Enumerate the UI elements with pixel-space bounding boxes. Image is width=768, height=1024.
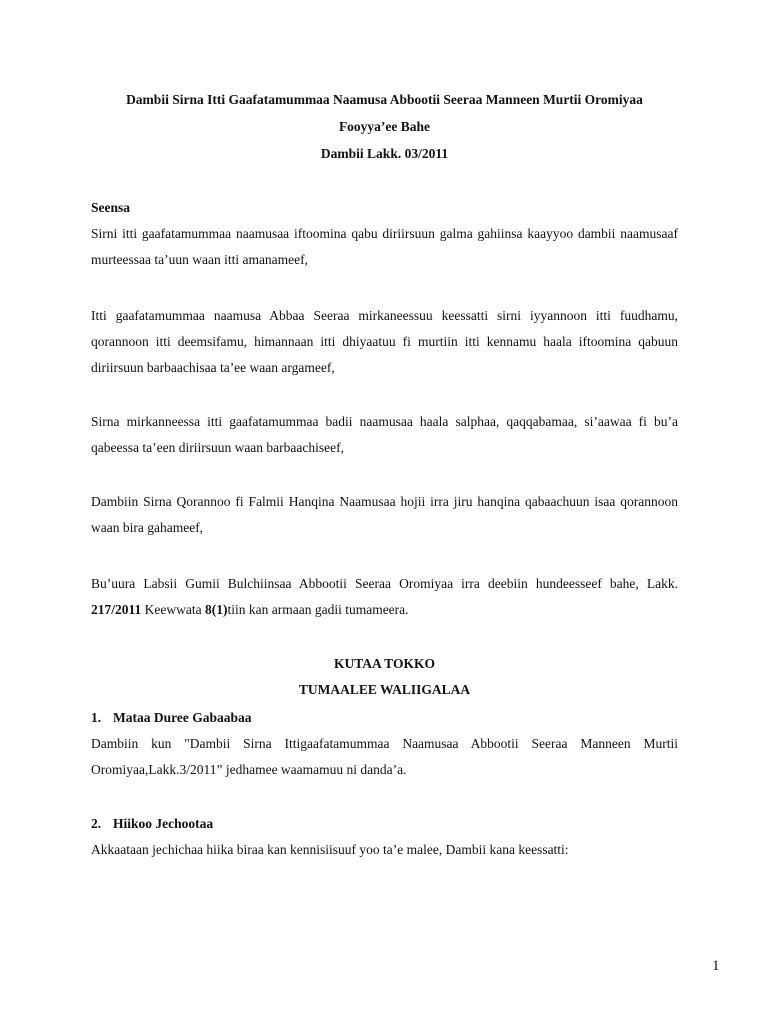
preamble-paragraph-3: Sirna mirkanneessa itti gaafatamummaa badii naamusaa haala salphaa, qaqqabamaa, si’aawaa fi bu’a qabeessa ta’een diriirsuun waan barbaachiseef,: [91, 414, 678, 455]
preamble-paragraph-1: Sirni itti gaafatamummaa naamusaa iftoomina qabu diriirsuun galma gahiinsa kaayyoo dambii naamusaaf murteessaa ta’uun waan itti amanameef,: [91, 226, 678, 267]
section-2-number: 2.: [91, 816, 102, 831]
section-1-heading: [91, 710, 252, 726]
document-number: Dambii Lakk. 03/2011: [320, 146, 449, 161]
p5-text-e: tiin kan armaan gadii tumameera.: [227, 602, 409, 617]
p5-article-number: 8(1): [204, 602, 228, 617]
section-2-text: Akkaataan jechichaa hiika biraa kan kennisiisuuf yoo ta’e malee, Dambii kana keessatti:: [91, 842, 569, 857]
document-title: Dambii Sirna Itti Gaafatamummaa Naamusa Abbootii Seeraa Manneen Murtii Oromiyaa: [126, 92, 643, 107]
preamble-heading: Seensa: [91, 200, 131, 215]
chapter-subtitle: TUMAALEE WALIIGALAA: [298, 682, 471, 697]
p5-law-number: 217/2011: [91, 602, 142, 617]
section-1-number: 1.: [91, 710, 102, 725]
section-1-title: Mataa Duree Gabaabaa: [113, 710, 252, 725]
document-subtitle: Fooyya’ee Bahe: [338, 119, 431, 134]
preamble-paragraph-2: Itti gaafatamummaa naamusa Abbaa Seeraa mirkaneessuu keessatti sirni iyyannoon itti fuudhamu, qorannoon itti deemsifamu, himannaan itti dhiyaatuu fi murtiin itti kennamu haala iftoomina qabuun diriirsuun barbaachisaa ta’ee waan argameef,: [91, 308, 678, 375]
section-1-text: Dambiin kun "Dambii Sirna Ittigaafatamummaa Naamusaa Abbootii Seeraa Manneen Murtii Oromiyaa,Lakk.3/2011” jedhamee waamamuu ni danda’a.: [91, 736, 678, 777]
p5-text-a: Bu’uura Labsii Gumii Bulchiinsaa Abbootii Seeraa Oromiyaa irra deebiin hundeesseef bahe, Lakk.: [91, 576, 678, 591]
chapter-title: KUTAA TOKKO: [334, 656, 435, 671]
preamble-paragraph-5: [91, 571, 678, 623]
section-2-heading: [91, 816, 213, 832]
p5-text-c: Keewwata: [141, 602, 205, 617]
page-number: 1: [712, 958, 720, 974]
preamble-paragraph-4: Dambiin Sirna Qorannoo fi Falmii Hanqina Naamusaa hojii irra jiru hanqina qabaachuun isaa qorannoon waan bira gahameef,: [91, 494, 678, 535]
section-2-title: Hiikoo Jechootaa: [113, 816, 214, 831]
